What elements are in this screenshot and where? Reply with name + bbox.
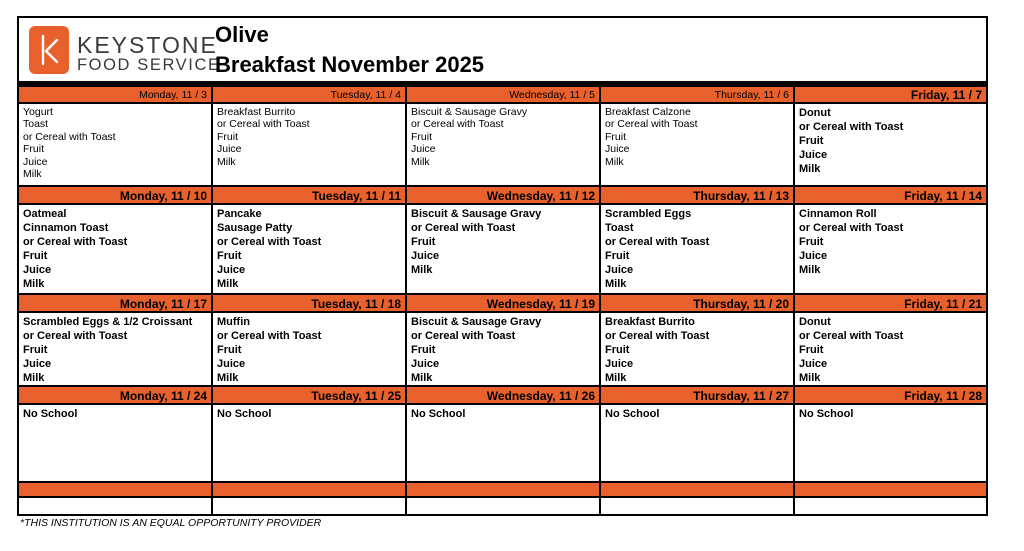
logo-line-keystone: KEYSTONE [77,32,218,58]
menu-item: Pancake [217,208,262,220]
menu-item: Breakfast Burrito [217,106,296,118]
menu-item: Milk [217,278,239,290]
menu-item: or Cereal with Toast [411,222,516,234]
menu-item: Milk [23,168,42,181]
menu-item: or Cereal with Toast [411,118,504,131]
day-cell [213,295,407,385]
menu-item: or Cereal with Toast [23,330,128,342]
menu-item: Juice [217,143,242,156]
menu-item: Milk [23,278,45,290]
menu-item: Milk [411,155,430,168]
day-cell [19,87,213,185]
menu-item: Milk [605,372,627,384]
menu-item: Fruit [411,236,436,248]
day-header: Tuesday, 11 / 4 [213,87,405,104]
menu-item: Biscuit & Sausage Gravy [411,316,542,328]
day-cell [213,387,407,481]
menu-item: or Cereal with Toast [605,236,710,248]
menu-item: Juice [217,358,246,370]
day-header: Thursday, 11 / 20 [601,295,793,313]
menu-item: Yogurt [23,106,53,118]
day-menu-items [407,205,599,279]
menu-item: No School [411,408,466,420]
menu-item: Juice [411,250,440,262]
logo-line-food-service: FOOD SERVICE [77,56,221,74]
day-menu-items [19,104,211,182]
menu-item: Biscuit & Sausage Gravy [411,106,528,118]
menu-item: Milk [411,372,433,384]
day-header: Thursday, 11 / 27 [601,387,793,405]
day-cell [795,87,986,185]
menu-item: No School [23,408,78,420]
empty-day-cell [213,483,407,514]
menu-item: Juice [605,143,630,156]
day-menu-items [601,405,793,423]
menu-item: Fruit [799,236,824,248]
menu-item: Fruit [799,344,824,356]
day-cell [213,187,407,293]
day-header: Wednesday, 11 / 12 [407,187,599,205]
keystone-logo [29,26,221,76]
day-header: Thursday, 11 / 13 [601,187,793,205]
day-menu-items [795,205,986,279]
day-cell [213,87,407,185]
week-row [19,187,986,293]
day-cell [601,295,795,385]
menu-item: Milk [605,155,624,168]
equal-opportunity-notice: *THIS INSTITUTION IS AN EQUAL OPPORTUNITY PROVIDER [20,517,322,529]
menu-item: Juice [217,264,246,276]
menu-item: Fruit [605,250,630,262]
day-header: Wednesday, 11 / 5 [407,87,599,104]
menu-item: Juice [411,143,436,156]
day-header: Tuesday, 11 / 25 [213,387,405,405]
menu-item: or Cereal with Toast [23,130,116,143]
menu-item: Donut [799,316,831,328]
menu-item: or Cereal with Toast [799,222,904,234]
menu-item: Juice [23,155,48,168]
menu-item: Scrambled Eggs [605,208,692,220]
menu-item: or Cereal with Toast [217,330,322,342]
empty-day-cell [407,483,601,514]
day-menu-items [407,313,599,387]
menu-item: Donut [799,107,831,119]
menu-header [17,16,988,82]
day-menu-items [795,313,986,387]
day-cell [19,387,213,481]
day-menu-items [19,313,211,387]
menu-item: Breakfast Burrito [605,316,695,328]
menu-item: Juice [23,264,52,276]
menu-item: Fruit [799,135,824,147]
menu-item: Milk [217,155,236,168]
day-menu-items [19,205,211,293]
day-header: Monday, 11 / 17 [19,295,211,313]
menu-item: Biscuit & Sausage Gravy [411,208,542,220]
menu-item: Cinnamon Roll [799,208,877,220]
day-menu-items [407,104,599,170]
menu-item: Fruit [217,130,238,143]
menu-item: Fruit [23,143,44,156]
menu-item: Juice [799,149,828,161]
menu-item: Toast [605,222,634,234]
day-menu-items [19,405,211,423]
day-menu-items [601,313,793,387]
menu-item: Milk [605,278,627,290]
day-cell [601,387,795,481]
menu-item: Scrambled Eggs & 1/2 Croissant [23,316,193,328]
empty-day-cell [601,483,795,514]
day-header: Monday, 11 / 24 [19,387,211,405]
menu-item: Juice [23,358,52,370]
menu-item: Fruit [411,130,432,143]
day-menu-items [213,205,405,293]
empty-day-cell [19,483,213,514]
menu-item: or Cereal with Toast [411,330,516,342]
menu-item: or Cereal with Toast [605,330,710,342]
menu-item: No School [217,408,272,420]
menu-item: or Cereal with Toast [23,236,128,248]
day-cell [795,187,986,293]
menu-item: Fruit [23,344,48,356]
menu-item: Fruit [605,344,630,356]
day-menu-items [795,405,986,423]
empty-week-row [19,483,986,514]
day-cell [407,387,601,481]
menu-item: Juice [605,264,634,276]
menu-item: Juice [605,358,634,370]
day-cell [407,295,601,385]
day-menu-items [795,104,986,178]
menu-item: Breakfast Calzone [605,106,691,118]
menu-item: Fruit [217,344,242,356]
empty-day-cell [795,483,986,514]
day-cell [601,187,795,293]
day-cell [19,187,213,293]
menu-item: or Cereal with Toast [605,118,698,131]
menu-title: Breakfast November 2025 [215,52,485,77]
day-header: Friday, 11 / 28 [795,387,986,405]
menu-item: Cinnamon Toast [23,222,109,234]
menu-item: Fruit [217,250,242,262]
menu-item: No School [605,408,660,420]
day-menu-items [213,405,405,423]
menu-item: Fruit [411,344,436,356]
day-cell [795,295,986,385]
day-cell [407,187,601,293]
day-header: Friday, 11 / 14 [795,187,986,205]
menu-item: Milk [411,264,433,276]
menu-item: Milk [217,372,239,384]
day-header: Thursday, 11 / 6 [601,87,793,104]
menu-item: Juice [799,250,828,262]
day-menu-items [601,104,793,170]
menu-item: Toast [23,118,49,131]
day-cell [407,87,601,185]
week-row [19,387,986,481]
day-header: Monday, 11 / 3 [19,87,211,104]
day-cell [19,295,213,385]
menu-item: Muffin [217,316,250,328]
menu-item: or Cereal with Toast [799,121,904,133]
menu-item: Juice [799,358,828,370]
menu-item: Fruit [23,250,48,262]
day-header: Tuesday, 11 / 18 [213,295,405,313]
menu-item: or Cereal with Toast [217,236,322,248]
menu-item: or Cereal with Toast [217,118,310,131]
day-header: Monday, 11 / 10 [19,187,211,205]
day-cell [601,87,795,185]
menu-item: Milk [23,372,45,384]
keystone-k-icon [29,26,69,74]
day-header: Wednesday, 11 / 19 [407,295,599,313]
day-menu-items [213,313,405,387]
menu-item: Fruit [605,130,626,143]
menu-item: Milk [799,163,821,175]
day-cell [795,387,986,481]
menu-item: Juice [411,358,440,370]
menu-item: Sausage Patty [217,222,293,234]
day-header: Tuesday, 11 / 11 [213,187,405,205]
menu-item: Milk [799,264,821,276]
day-header: Wednesday, 11 / 26 [407,387,599,405]
day-menu-items [213,104,405,170]
day-menu-items [407,405,599,423]
day-header: Friday, 11 / 21 [795,295,986,313]
day-header: Friday, 11 / 7 [795,87,986,104]
day-menu-items [601,205,793,293]
menu-item: Oatmeal [23,208,67,220]
menu-item: or Cereal with Toast [799,330,904,342]
school-name: Olive [215,22,269,47]
menu-item: Milk [799,372,821,384]
week-row [19,87,986,185]
menu-item: No School [799,408,854,420]
week-row [19,295,986,385]
menu-calendar-grid [17,87,988,516]
